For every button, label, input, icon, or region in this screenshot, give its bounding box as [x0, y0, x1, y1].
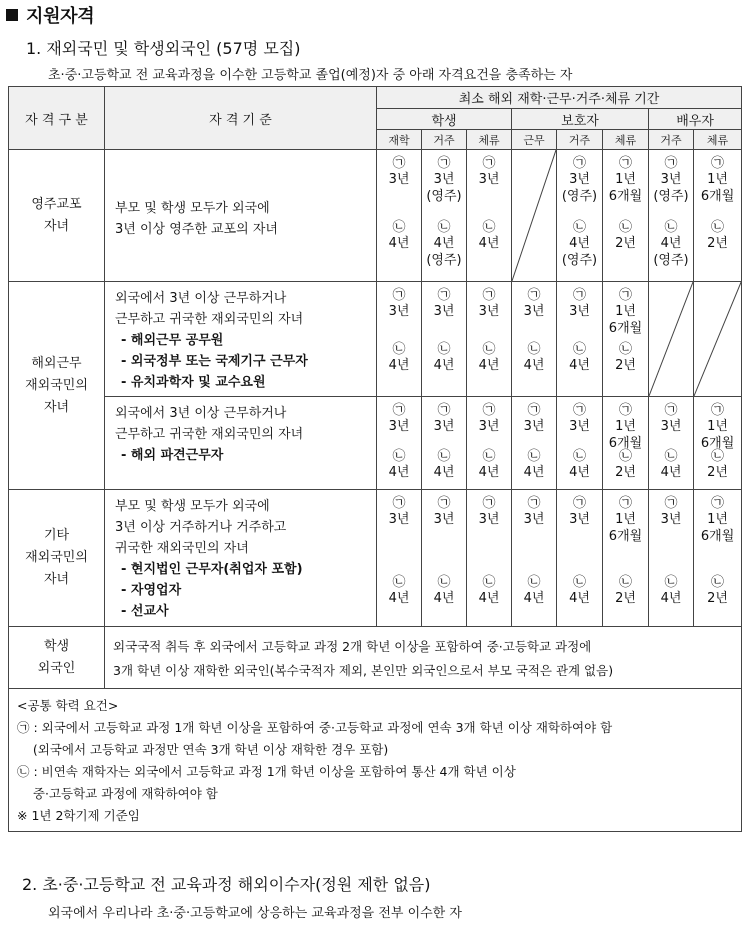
period-cumulative — [649, 449, 693, 481]
period-cumulative — [467, 220, 511, 252]
circled-marker: ㉡ — [618, 449, 632, 464]
criteria-line: 외국에서 3년 이상 근무하거나 — [115, 291, 287, 306]
category-line: 자녀 — [43, 572, 70, 587]
period-value: 3년 — [433, 172, 455, 187]
period-consecutive — [377, 156, 421, 188]
period-value: 2년 — [707, 236, 728, 251]
period-value: 4년 — [523, 465, 545, 480]
not-applicable-slash — [649, 282, 693, 396]
circled-marker: ㉡ — [437, 220, 451, 235]
period-consecutive — [377, 288, 421, 320]
period-value: 3년 — [523, 304, 545, 319]
criteria-subitem: - 해외근무 공무원 — [121, 333, 224, 348]
period-value: 3년 — [478, 172, 500, 187]
period-value: 4년 — [660, 465, 682, 480]
period-value: 4년 — [569, 465, 590, 480]
not-applicable-slash — [694, 282, 741, 396]
criteria-subitem: - 자영업자 — [121, 583, 182, 598]
circled-marker: ㉠ — [618, 156, 632, 171]
circled-marker: ㉠ — [437, 288, 451, 303]
period-cell — [557, 490, 603, 627]
circled-marker: ㉠ — [664, 496, 678, 511]
period-value: (영주) — [561, 253, 598, 268]
period-consecutive — [377, 403, 421, 435]
period-cell — [377, 490, 422, 627]
category-line: 자녀 — [43, 218, 70, 234]
period-consecutive — [467, 496, 511, 528]
period-cell — [422, 490, 467, 627]
category-line: 영주교포 — [31, 196, 82, 212]
header-period: 최소 해외 재학·근무·거주·체류 기간 — [377, 87, 742, 109]
circled-marker: ㉠ — [711, 156, 725, 171]
period-consecutive — [557, 496, 602, 528]
period-value: 2년 — [707, 591, 728, 606]
circled-marker: ㉡ — [437, 575, 451, 590]
criteria-subitem: - 해외 파견근무자 — [121, 448, 224, 463]
period-cell — [377, 150, 422, 282]
circled-marker: ㉠ — [572, 156, 586, 171]
period-value: 1년 — [707, 172, 728, 187]
circled-marker: ㉠ — [618, 403, 632, 418]
criteria-cell — [105, 397, 377, 490]
period-value: 3년 — [523, 419, 545, 434]
circled-marker: ㉡ — [664, 449, 678, 464]
foreign-criteria — [105, 627, 742, 689]
period-cumulative — [603, 220, 648, 252]
table-row — [9, 150, 742, 282]
period-cell — [467, 150, 512, 282]
period-value: 3년 — [388, 419, 410, 434]
circled-marker: ㉠ — [392, 156, 406, 171]
period-cell — [377, 397, 422, 490]
section2-desc: 외국에서 우리나라 초·중·고등학교에 상응하는 교육과정을 전부 이수한 자 — [48, 906, 462, 921]
period-value: 2년 — [615, 236, 636, 251]
period-value: 6개월 — [608, 321, 643, 336]
category-cell — [9, 490, 105, 627]
period-value: 6개월 — [700, 529, 735, 544]
circled-marker: ㉠ — [664, 156, 678, 171]
period-cumulative — [377, 342, 421, 374]
period-value: 3년 — [433, 512, 455, 527]
period-cell — [557, 282, 603, 397]
criteria-cell — [105, 150, 377, 282]
subcol-header: 체류 — [694, 130, 742, 150]
period-consecutive — [422, 403, 466, 435]
period-value: 4년 — [478, 465, 500, 480]
period-value: 6개월 — [700, 189, 735, 204]
period-value: 3년 — [660, 419, 682, 434]
period-consecutive — [422, 156, 466, 205]
period-value: 1년 — [707, 512, 728, 527]
period-cumulative — [557, 575, 602, 607]
period-value: 1년 — [615, 172, 636, 187]
period-value: (영주) — [426, 189, 462, 204]
circled-marker: ㉡ — [664, 575, 678, 590]
table-row — [9, 397, 742, 490]
period-cell — [694, 490, 742, 627]
period-cumulative — [512, 575, 556, 607]
common-requirements-note — [9, 689, 742, 832]
period-cell — [603, 397, 649, 490]
criteria-line: 부모 및 학생 모두가 외국에 — [115, 499, 270, 514]
circled-marker: ㉡ — [482, 342, 496, 357]
category-line: 기타 — [43, 528, 70, 543]
period-value: 1년 — [615, 419, 636, 434]
period-consecutive — [512, 496, 556, 528]
subcol-header: 체류 — [603, 130, 649, 150]
subcol-header: 거주 — [557, 130, 603, 150]
period-value: 4년 — [433, 591, 455, 606]
criteria-line: 3년 이상 영주한 교포의 자녀 — [115, 221, 278, 237]
period-value: 3년 — [433, 419, 455, 434]
circled-marker: ㉠ — [572, 496, 586, 511]
period-consecutive — [694, 403, 741, 452]
period-consecutive — [603, 156, 648, 205]
period-value: 4년 — [660, 236, 682, 251]
period-consecutive — [557, 288, 602, 320]
circled-marker: ㉠ — [711, 496, 725, 511]
period-cell — [422, 282, 467, 397]
period-value: 4년 — [388, 358, 410, 373]
period-consecutive — [649, 496, 693, 528]
period-cumulative — [649, 575, 693, 607]
circled-marker: ㉡ — [572, 220, 586, 235]
circled-marker: ㉡ — [482, 220, 496, 235]
circled-marker: ㉡ — [392, 220, 406, 235]
circled-marker: ㉠ — [618, 496, 632, 511]
period-cell — [694, 150, 742, 282]
period-value: 4년 — [569, 358, 590, 373]
circled-marker: ㉠ — [572, 288, 586, 303]
period-consecutive — [512, 403, 556, 435]
period-consecutive — [422, 496, 466, 528]
period-cumulative — [649, 220, 693, 269]
circled-marker: ㉡ — [392, 342, 406, 357]
period-cumulative — [377, 449, 421, 481]
page-heading — [6, 2, 94, 28]
period-cumulative — [467, 342, 511, 374]
circled-marker: ㉠ — [527, 403, 541, 418]
section2-title: 2. 초·중·고등학교 전 교육과정 해외이수자(정원 제한 없음) — [22, 875, 431, 894]
period-cumulative — [467, 449, 511, 481]
circled-marker: ㉠ — [572, 403, 586, 418]
circled-marker: ㉡ — [527, 342, 541, 357]
period-consecutive — [694, 496, 741, 545]
category-cell — [9, 150, 105, 282]
period-cumulative — [422, 342, 466, 374]
period-value: 6개월 — [608, 436, 643, 451]
circled-marker: ㉡ — [572, 342, 586, 357]
period-value: 4년 — [433, 236, 455, 251]
period-cell — [557, 150, 603, 282]
category-line: 재외국민의 — [25, 550, 88, 565]
footnote-line: (외국에서 고등학교 과정만 연속 3개 학년 이상 재학한 경우 포함) — [17, 742, 389, 757]
footnote-line: ※ 1년 2학기제 기준임 — [17, 808, 140, 823]
header-category: 자 격 구 분 — [9, 87, 105, 150]
period-value: 4년 — [660, 591, 682, 606]
period-cell — [649, 282, 694, 397]
period-value: 4년 — [478, 236, 500, 251]
period-value: 3년 — [523, 512, 545, 527]
period-cumulative — [422, 575, 466, 607]
period-consecutive — [603, 288, 648, 337]
period-value: (영주) — [653, 253, 689, 268]
circled-marker: ㉠ — [437, 403, 451, 418]
period-consecutive — [649, 156, 693, 205]
period-cumulative — [512, 449, 556, 481]
category-line: 학생 — [43, 638, 70, 654]
category-line: 자녀 — [43, 399, 70, 415]
period-value: 4년 — [569, 236, 590, 251]
circled-marker: ㉡ — [711, 220, 725, 235]
period-value: 6개월 — [608, 529, 643, 544]
period-consecutive — [467, 288, 511, 320]
circled-marker: ㉠ — [527, 496, 541, 511]
subcol-header: 거주 — [649, 130, 694, 150]
footnote-line: ㉡ : 비연속 재학자는 외국에서 고등학교 과정 1개 학년 이상을 포함하여 통산 4개 학년 이상 — [17, 764, 516, 779]
subcol-header: 거주 — [422, 130, 467, 150]
period-cumulative — [603, 342, 648, 374]
period-cell — [467, 397, 512, 490]
category-cell — [9, 282, 105, 490]
period-value: 1년 — [615, 304, 636, 319]
period-cell — [422, 150, 467, 282]
category-foreign-student — [9, 627, 105, 689]
period-cumulative — [557, 220, 602, 269]
section1-title: 1. 재외국민 및 학생외국인 (57명 모집) — [26, 39, 301, 58]
circled-marker: ㉡ — [572, 449, 586, 464]
period-cell — [467, 282, 512, 397]
period-cumulative — [422, 449, 466, 481]
period-value: 4년 — [433, 465, 455, 480]
circled-marker: ㉠ — [527, 288, 541, 303]
circled-marker: ㉠ — [618, 288, 632, 303]
criteria-cell — [105, 490, 377, 627]
period-value: 2년 — [615, 591, 636, 606]
period-value: 2년 — [615, 358, 636, 373]
period-cell — [649, 490, 694, 627]
period-value: 6개월 — [700, 436, 735, 451]
criteria-subitem: - 유치과학자 및 교수요원 — [121, 375, 266, 390]
circled-marker: ㉡ — [618, 220, 632, 235]
period-consecutive — [649, 403, 693, 435]
criteria-line: 부모 및 학생 모두가 외국에 — [115, 200, 270, 216]
period-value: 3년 — [569, 419, 590, 434]
circled-marker: ㉡ — [711, 575, 725, 590]
subcol-header: 근무 — [512, 130, 557, 150]
period-consecutive — [467, 156, 511, 188]
header-criteria: 자 격 기 준 — [105, 87, 377, 150]
period-value: (영주) — [561, 189, 598, 204]
table-row — [9, 282, 742, 397]
period-consecutive — [422, 288, 466, 320]
period-value: 2년 — [707, 465, 728, 480]
period-cumulative — [694, 575, 741, 607]
criteria-line: 근무하고 귀국한 재외국민의 자녀 — [115, 427, 304, 442]
period-cell — [649, 150, 694, 282]
period-cumulative — [377, 575, 421, 607]
foreign-line: 외국국적 취득 후 외국에서 고등학교 과정 2개 학년 이상을 포함하여 중·고등학교 과정에 — [113, 639, 592, 654]
period-consecutive — [512, 288, 556, 320]
circled-marker: ㉡ — [527, 575, 541, 590]
period-consecutive — [557, 156, 602, 205]
period-consecutive — [603, 496, 648, 545]
period-cumulative — [557, 449, 602, 481]
circled-marker: ㉡ — [572, 575, 586, 590]
criteria-line: 근무하고 귀국한 재외국민의 자녀 — [115, 312, 304, 327]
criteria-line: 외국에서 3년 이상 근무하거나 — [115, 406, 287, 421]
period-cell — [467, 490, 512, 627]
circled-marker: ㉡ — [664, 220, 678, 235]
period-value: (영주) — [426, 253, 462, 268]
period-value: 4년 — [388, 465, 410, 480]
category-line: 외국인 — [37, 660, 76, 676]
circled-marker: ㉡ — [482, 449, 496, 464]
period-cell — [512, 282, 557, 397]
criteria-cell — [105, 282, 377, 397]
period-value: 4년 — [388, 591, 410, 606]
period-consecutive — [603, 403, 648, 452]
subcol-header: 재학 — [377, 130, 422, 150]
period-value: 3년 — [660, 172, 682, 187]
period-cell — [603, 150, 649, 282]
period-cell — [603, 282, 649, 397]
circled-marker: ㉠ — [482, 496, 496, 511]
circled-marker: ㉡ — [437, 449, 451, 464]
period-cell — [603, 490, 649, 627]
period-value: 2년 — [615, 465, 636, 480]
period-cumulative — [694, 220, 741, 252]
circled-marker: ㉡ — [392, 575, 406, 590]
period-consecutive — [377, 496, 421, 528]
circled-marker: ㉠ — [392, 403, 406, 418]
period-value: 3년 — [478, 419, 500, 434]
period-cumulative — [422, 220, 466, 269]
period-value: 4년 — [478, 591, 500, 606]
circled-marker: ㉡ — [482, 575, 496, 590]
period-value: 4년 — [523, 358, 545, 373]
period-value: 3년 — [388, 172, 410, 187]
criteria-subitem: - 현지법인 근무자(취업자 포함) — [121, 562, 303, 577]
table-row — [9, 490, 742, 627]
qualification-table — [8, 86, 742, 832]
period-cell — [557, 397, 603, 490]
period-value: 4년 — [433, 358, 455, 373]
period-consecutive — [467, 403, 511, 435]
period-value: 4년 — [569, 591, 590, 606]
period-cell — [422, 397, 467, 490]
period-value: 6개월 — [608, 189, 643, 204]
period-cumulative — [603, 449, 648, 481]
category-line: 재외국민의 — [25, 377, 88, 393]
period-cumulative — [603, 575, 648, 607]
circled-marker: ㉠ — [664, 403, 678, 418]
period-cell — [377, 282, 422, 397]
circled-marker: ㉠ — [437, 496, 451, 511]
criteria-line: 귀국한 재외국민의 자녀 — [115, 541, 249, 556]
footnote-line: 중·고등학교 과정에 재학하여야 함 — [17, 786, 218, 801]
foreign-line: 3개 학년 이상 재학한 외국인(복수국적자 제외, 본인만 외국인으로서 부모 국적은 관계 없음) — [113, 663, 614, 678]
period-value: 3년 — [388, 512, 410, 527]
circled-marker: ㉠ — [392, 496, 406, 511]
period-value: 4년 — [523, 591, 545, 606]
category-line: 해외근무 — [31, 355, 82, 371]
subcol-header: 체류 — [467, 130, 512, 150]
group-spouse: 배우자 — [649, 109, 742, 130]
heading-text: 지원자격 — [26, 6, 95, 27]
period-value: 3년 — [433, 304, 455, 319]
period-value: 3년 — [569, 512, 590, 527]
circled-marker: ㉡ — [392, 449, 406, 464]
period-cumulative — [377, 220, 421, 252]
footnote-line: <공통 학력 요건> — [17, 698, 119, 713]
section1-desc: 초·중·고등학교 전 교육과정을 이수한 고등학교 졸업(예정)자 중 아래 자격요건을 충족하는 자 — [48, 68, 573, 83]
period-consecutive — [557, 403, 602, 435]
period-value: 4년 — [478, 358, 500, 373]
circled-marker: ㉠ — [392, 288, 406, 303]
circled-marker: ㉠ — [482, 288, 496, 303]
period-cumulative — [467, 575, 511, 607]
circled-marker: ㉡ — [437, 342, 451, 357]
criteria-line: 3년 이상 거주하거나 거주하고 — [115, 520, 287, 535]
circled-marker: ㉡ — [618, 342, 632, 357]
period-value: (영주) — [653, 189, 689, 204]
circled-marker: ㉠ — [437, 156, 451, 171]
circled-marker: ㉠ — [482, 403, 496, 418]
period-cumulative — [557, 342, 602, 374]
period-cell — [694, 397, 742, 490]
circled-marker: ㉡ — [527, 449, 541, 464]
period-value: 3년 — [478, 304, 500, 319]
period-value: 4년 — [388, 236, 410, 251]
period-cumulative — [694, 449, 741, 481]
period-value: 3년 — [388, 304, 410, 319]
criteria-subitem: - 외국정부 또는 국제기구 근무자 — [121, 354, 308, 369]
period-cell — [512, 397, 557, 490]
square-bullet-icon — [6, 9, 18, 21]
period-cell — [512, 490, 557, 627]
circled-marker: ㉡ — [711, 449, 725, 464]
period-value: 3년 — [569, 304, 590, 319]
footnote-line: ㉠ : 외국에서 고등학교 과정 1개 학년 이상을 포함하여 중·고등학교 과정에 연속 3개 학년 이상 재학하여야 함 — [17, 720, 613, 735]
period-consecutive — [694, 156, 741, 205]
group-student: 학생 — [377, 109, 512, 130]
period-cumulative — [512, 342, 556, 374]
period-value: 3년 — [569, 172, 590, 187]
period-value: 3년 — [478, 512, 500, 527]
period-value: 1년 — [707, 419, 728, 434]
period-cell — [649, 397, 694, 490]
period-cell — [512, 150, 557, 282]
group-guardian: 보호자 — [512, 109, 649, 130]
period-value: 3년 — [660, 512, 682, 527]
circled-marker: ㉡ — [618, 575, 632, 590]
circled-marker: ㉠ — [482, 156, 496, 171]
criteria-subitem: - 선교사 — [121, 604, 169, 619]
not-applicable-slash — [512, 150, 556, 281]
circled-marker: ㉠ — [711, 403, 725, 418]
period-value: 1년 — [615, 512, 636, 527]
period-cell — [694, 282, 742, 397]
